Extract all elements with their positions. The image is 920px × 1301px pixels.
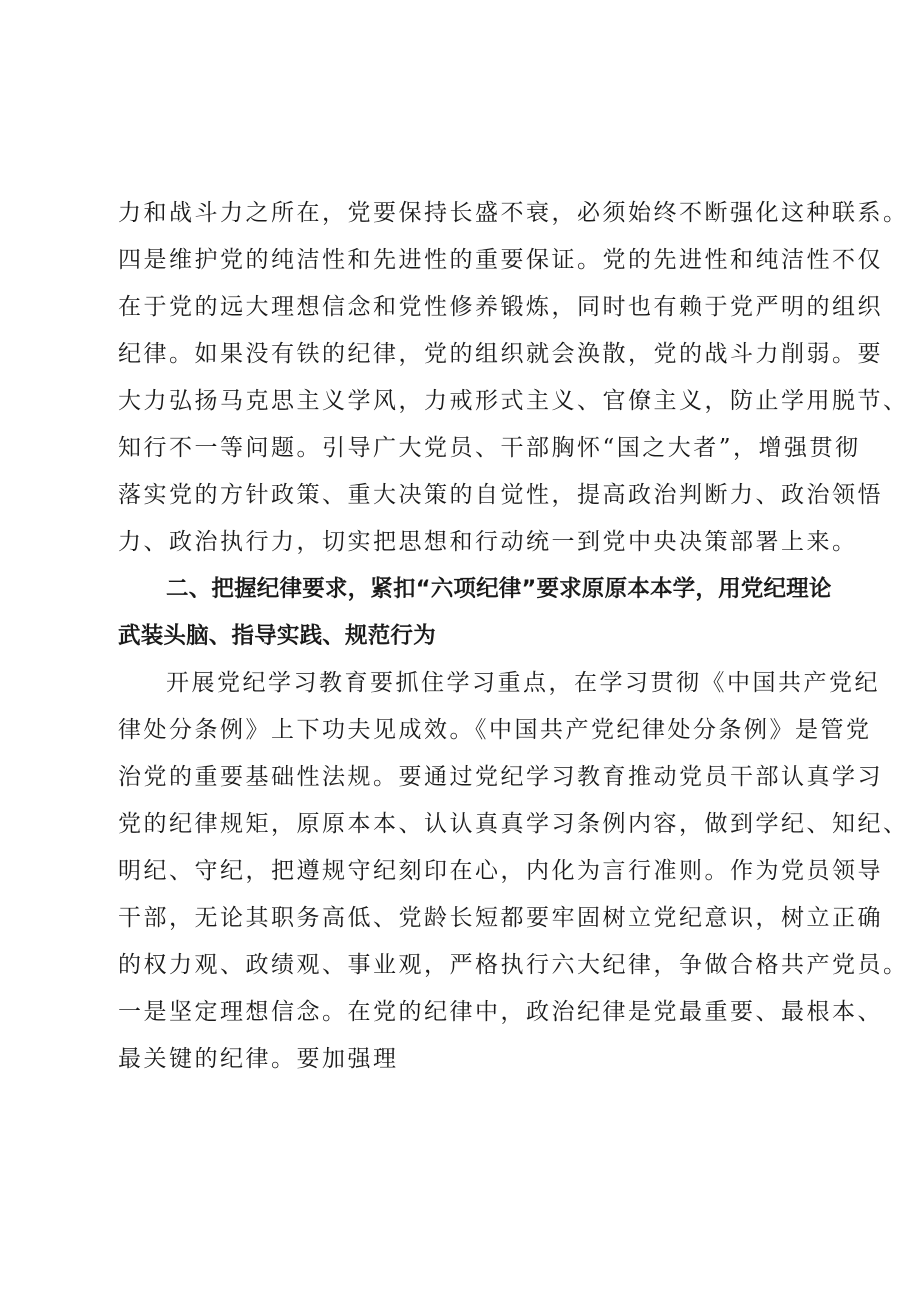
body-line: 开展党纪学习教育要抓住学习重点，在学习贯彻《中国共产党纪 xyxy=(166,670,880,696)
body-line: 大力弘扬马克思主义学风，力戒形式主义、官僚主义，防止学用脱节、 xyxy=(118,388,909,414)
body-line: 知行不一等问题。引导广大党员、干部胸怀“国之大者”，增强贯彻 xyxy=(118,435,861,461)
body-line: 的权力观、政绩观、事业观，严格执行六大纪律，争做合格共产党员。 xyxy=(118,952,909,978)
body-line: 在于党的远大理想信念和党性修养锻炼，同时也有赖于党严明的组织 xyxy=(118,294,883,320)
body-line: 力、政治执行力，切实把思想和行动统一到党中央决策部署上来。 xyxy=(118,529,858,555)
document-body xyxy=(118,190,909,1083)
body-line: 最关键的纪律。要加强理 xyxy=(118,1046,399,1072)
body-line: 律处分条例》上下功夫见成效。《中国共产党纪律处分条例》是管党 xyxy=(118,717,872,743)
body-line: 治党的重要基础性法规。要通过党纪学习教育推动党员干部认真学习 xyxy=(118,764,883,790)
body-line: 落实党的方针政策、重大决策的自觉性，提高政治判断力、政治领悟 xyxy=(118,482,883,508)
body-line: 纪律。如果没有铁的纪律，党的组织就会涣散，党的战斗力削弱。要 xyxy=(118,341,883,367)
body-line: 明纪、守纪，把遵规守纪刻印在心，内化为言行准则。作为党员领导 xyxy=(118,858,883,884)
body-line: 四是维护党的纯洁性和先进性的重要保证。党的先进性和纯洁性不仅 xyxy=(118,247,883,273)
body-line: 党的纪律规矩，原原本本、认认真真学习条例内容，做到学纪、知纪、 xyxy=(118,811,909,837)
body-line: 干部，无论其职务高低、党龄长短都要牢固树立党纪意识，树立正确 xyxy=(118,905,883,931)
section-heading-line: 二、把握纪律要求，紧扣“六项纪律”要求原原本本学，用党纪理论 xyxy=(166,576,832,602)
body-line: 力和战斗力之所在，党要保持长盛不衰，必须始终不断强化这种联系。 xyxy=(118,200,909,226)
section-heading-line: 武装头脑、指导实践、规范行为 xyxy=(118,623,436,649)
body-line: 一是坚定理想信念。在党的纪律中，政治纪律是党最重要、最根本、 xyxy=(118,999,883,1025)
